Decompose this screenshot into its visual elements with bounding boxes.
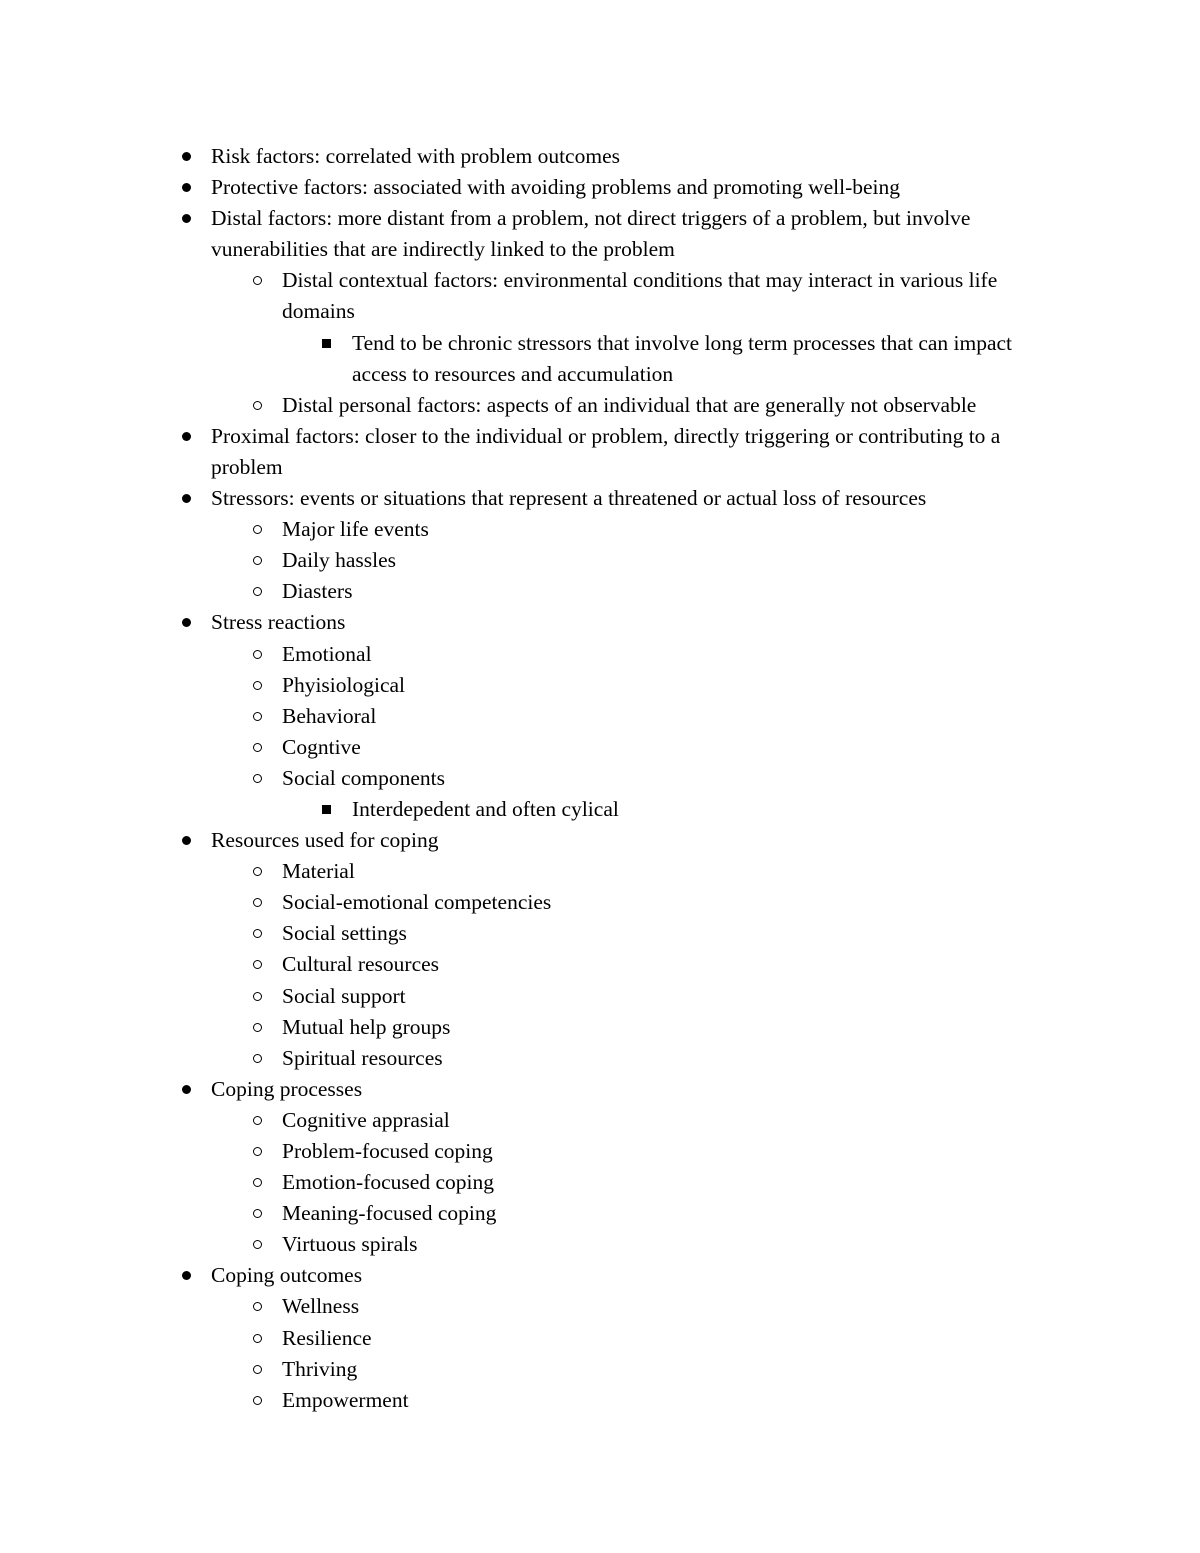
bullet-mark — [253, 867, 262, 876]
bullet-mark — [253, 650, 262, 659]
list-item-text: Material — [282, 859, 355, 884]
bullet-list — [0, 141, 1200, 1416]
hollow-circle-bullet-icon — [247, 1198, 267, 1229]
list-item — [0, 483, 1051, 514]
list-item — [0, 607, 1051, 638]
hollow-circle-bullet-icon — [247, 1323, 267, 1354]
hollow-circle-bullet-icon — [247, 1291, 267, 1322]
list-item — [0, 981, 1052, 1012]
list-item-text: Diasters — [282, 579, 353, 604]
square-bullet-icon — [316, 328, 336, 359]
bullet-mark — [253, 401, 262, 410]
filled-circle-bullet-icon — [176, 203, 196, 234]
bullet-mark — [253, 1396, 262, 1405]
list-item-text: Coping outcomes — [211, 1263, 363, 1288]
list-item — [0, 1012, 1052, 1043]
list-item-text: Major life events — [282, 517, 429, 542]
list-item — [0, 639, 1052, 670]
hollow-circle-bullet-icon — [247, 265, 267, 296]
list-item-text: Interdepedent and often cylical — [352, 796, 619, 821]
list-item — [0, 141, 1051, 172]
filled-circle-bullet-icon — [176, 825, 196, 856]
bullet-mark — [253, 276, 262, 285]
list-item — [0, 763, 1052, 794]
list-item-text: Cogntive — [282, 734, 361, 759]
list-item — [0, 1229, 1052, 1260]
list-item — [0, 887, 1052, 918]
bullet-mark — [253, 1334, 262, 1343]
filled-circle-bullet-icon — [176, 1260, 196, 1291]
list-item-text: Distal factors: more distant from a problem, not direct triggers of a problem, but involve vunerabilities that are indirectly linked to the problem — [211, 206, 971, 262]
bullet-mark — [182, 1085, 191, 1094]
hollow-circle-bullet-icon — [247, 1354, 267, 1385]
bullet-mark — [182, 432, 191, 441]
hollow-circle-bullet-icon — [247, 1012, 267, 1043]
list-item — [0, 1260, 1051, 1291]
hollow-circle-bullet-icon — [247, 887, 267, 918]
bullet-mark — [253, 1116, 262, 1125]
list-item-text: Emotional — [282, 641, 372, 666]
hollow-circle-bullet-icon — [247, 514, 267, 545]
list-item-text: Mutual help groups — [282, 1014, 451, 1039]
list-item-text: Social settings — [282, 921, 407, 946]
hollow-circle-bullet-icon — [247, 390, 267, 421]
list-item — [0, 825, 1051, 856]
bullet-mark — [253, 1147, 262, 1156]
filled-circle-bullet-icon — [176, 421, 196, 452]
hollow-circle-bullet-icon — [247, 639, 267, 670]
hollow-circle-bullet-icon — [247, 732, 267, 763]
list-item-text: Tend to be chronic stressors that involve long term processes that can impact access to resources and accumulation — [352, 330, 1013, 386]
bullet-mark — [182, 1271, 191, 1280]
list-item — [0, 265, 1052, 327]
list-item — [0, 918, 1052, 949]
bullet-mark — [253, 556, 262, 565]
bullet-mark — [253, 1054, 262, 1063]
list-item — [0, 172, 1051, 203]
hollow-circle-bullet-icon — [247, 701, 267, 732]
list-item — [0, 1198, 1052, 1229]
hollow-circle-bullet-icon — [247, 545, 267, 576]
list-item-text: Social support — [282, 983, 406, 1008]
bullet-mark — [182, 183, 191, 192]
bullet-mark — [253, 929, 262, 938]
hollow-circle-bullet-icon — [247, 763, 267, 794]
bullet-mark — [253, 1178, 262, 1187]
list-item-text: Thriving — [282, 1356, 358, 1381]
list-item — [0, 203, 1051, 265]
hollow-circle-bullet-icon — [247, 1167, 267, 1198]
list-item — [0, 421, 1051, 483]
list-item-text: Phyisiological — [282, 672, 406, 697]
list-item — [0, 949, 1052, 980]
list-item — [0, 576, 1052, 607]
bullet-mark — [253, 587, 262, 596]
filled-circle-bullet-icon — [176, 172, 196, 203]
bullet-mark — [182, 618, 191, 627]
list-item-text: Protective factors: associated with avoiding problems and promoting well-being — [211, 175, 901, 200]
hollow-circle-bullet-icon — [247, 576, 267, 607]
bullet-mark — [253, 1023, 262, 1032]
hollow-circle-bullet-icon — [247, 1136, 267, 1167]
list-item-text: Empowerment — [282, 1387, 409, 1412]
list-item-text: Problem-focused coping — [282, 1139, 493, 1163]
hollow-circle-bullet-icon — [247, 1043, 267, 1074]
list-item-text: Risk factors: correlated with problem outcomes — [211, 144, 620, 168]
list-item — [0, 1105, 1052, 1136]
list-item — [0, 732, 1052, 763]
hollow-circle-bullet-icon — [247, 1385, 267, 1416]
list-item-text: Social-emotional competencies — [282, 890, 552, 915]
bullet-mark — [253, 960, 262, 969]
filled-circle-bullet-icon — [176, 607, 196, 638]
hollow-circle-bullet-icon — [247, 1105, 267, 1136]
list-item — [0, 1385, 1052, 1416]
list-item-text: Resilience — [282, 1325, 372, 1350]
bullet-mark — [322, 339, 331, 348]
list-item-text: Meaning-focused coping — [282, 1201, 497, 1226]
list-item-text: Emotion-focused coping — [282, 1170, 494, 1195]
list-item — [0, 390, 1052, 421]
bullet-mark — [182, 836, 191, 845]
list-item-text: Coping processes — [211, 1076, 363, 1101]
list-item — [0, 1354, 1052, 1385]
hollow-circle-bullet-icon — [247, 981, 267, 1012]
bullet-mark — [322, 805, 331, 814]
list-item-text: Wellness — [282, 1294, 360, 1319]
hollow-circle-bullet-icon — [247, 918, 267, 949]
list-item-text: Distal personal factors: aspects of an individual that are generally not observable — [282, 392, 977, 417]
bullet-mark — [253, 1365, 262, 1374]
bullet-mark — [253, 898, 262, 907]
bullet-mark — [253, 681, 262, 690]
list-item — [0, 1136, 1052, 1167]
bullet-mark — [253, 1209, 262, 1218]
bullet-mark — [253, 774, 262, 783]
list-item-text: Distal contextual factors: environmental conditions that may interact in various life domains — [282, 268, 998, 324]
list-item — [0, 545, 1052, 576]
list-item-text: Resources used for coping — [211, 828, 439, 853]
filled-circle-bullet-icon — [176, 1074, 196, 1105]
list-item — [0, 1291, 1052, 1322]
list-item-text: Spiritual resources — [282, 1045, 443, 1070]
bullet-mark — [253, 712, 262, 721]
list-item — [0, 1167, 1052, 1198]
bullet-mark — [182, 214, 191, 223]
list-item-text: Behavioral — [282, 703, 377, 728]
list-item — [0, 856, 1052, 887]
list-item — [0, 1323, 1052, 1354]
bullet-mark — [253, 992, 262, 1001]
bullet-mark — [253, 1240, 262, 1249]
list-item-text: Cognitive apprasial — [282, 1107, 450, 1132]
list-item — [0, 1074, 1051, 1105]
list-item — [0, 670, 1052, 701]
list-item-text: Cultural resources — [282, 952, 440, 977]
hollow-circle-bullet-icon — [247, 949, 267, 980]
list-item-text: Daily hassles — [282, 548, 397, 573]
list-item — [0, 701, 1052, 732]
square-bullet-icon — [316, 794, 336, 825]
list-item-text: Proximal factors: closer to the individual or problem, directly triggering or contributing to a problem — [211, 423, 1001, 479]
bullet-mark — [182, 152, 191, 161]
list-item-text: Stress reactions — [211, 610, 346, 635]
bullet-mark — [253, 743, 262, 752]
hollow-circle-bullet-icon — [247, 670, 267, 701]
list-item — [0, 794, 1052, 825]
filled-circle-bullet-icon — [176, 483, 196, 514]
list-item — [0, 514, 1052, 545]
hollow-circle-bullet-icon — [247, 1229, 267, 1260]
hollow-circle-bullet-icon — [247, 856, 267, 887]
list-item — [0, 328, 1052, 390]
bullet-mark — [182, 494, 191, 503]
bullet-mark — [253, 525, 262, 534]
list-item-text: Social components — [282, 765, 446, 790]
list-item-text: Stressors: events or situations that represent a threatened or actual loss of resources — [211, 486, 927, 511]
filled-circle-bullet-icon — [176, 141, 196, 172]
list-item-text: Virtuous spirals — [282, 1232, 418, 1257]
list-item — [0, 1043, 1052, 1074]
bullet-mark — [253, 1302, 262, 1311]
